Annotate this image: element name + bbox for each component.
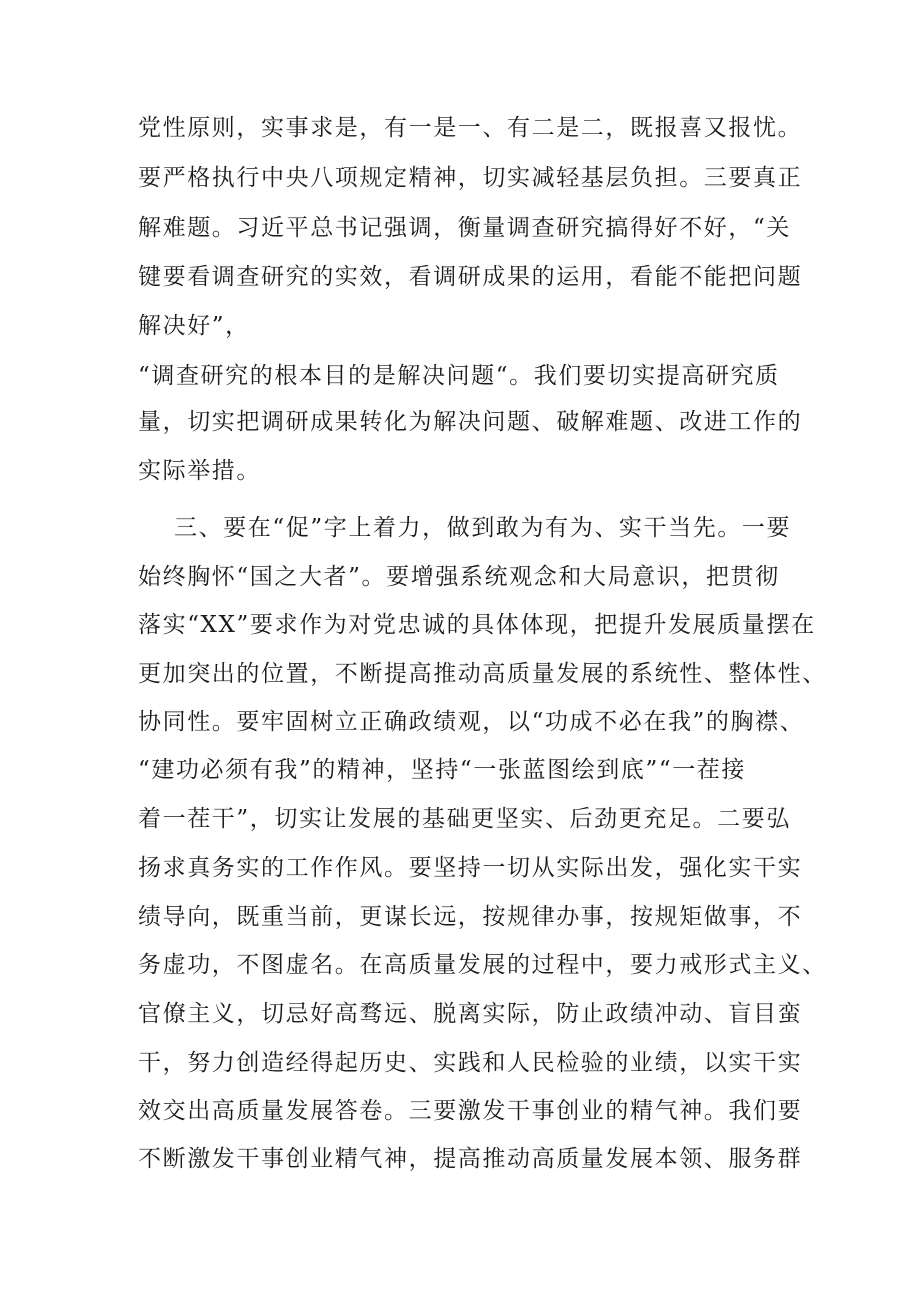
text-line: 官僚主义，切忌好高骛远、脱离实际，防止政绩冲动、盲目蛮: [138, 1001, 803, 1027]
text-line: 解难题。习近平总书记强调，衡量调查研究搞得好不好，“关: [138, 215, 791, 241]
text-line: 务虚功，不图虚名。在高质量发展的过程中，要力戒形式主义、: [138, 952, 827, 978]
text-line: 干，努力创造经得起历史、实践和人民检验的业绩，以实干实: [138, 1050, 803, 1076]
text-line: “调查研究的根本目的是解决问题“。我们要切实提高研究质: [138, 363, 780, 389]
text-line: 始终胸怀“国之大者”。要增强系统观念和大局意识，把贯彻: [138, 564, 780, 590]
text-line: 绩导向，既重当前，更谋长远，按规律办事，按规矩做事，不: [138, 904, 803, 930]
text-line: 不断激发干事创业精气神，提高推动高质量发展本领、服务群: [138, 1146, 803, 1172]
text-line: 效交出高质量发展答卷。三要激发干事创业的精气神。我们要: [138, 1098, 803, 1124]
text-line: 键要看调查研究的实效，看调研成果的运用，看能不能把问题: [138, 264, 803, 290]
text-line: 着一茬干”，切实让发展的基础更坚实、后劲更充足。二要弘: [138, 806, 791, 832]
text-line: 解决好”，: [138, 313, 250, 339]
text-line: 量，切实把调研成果转化为解决问题、破解难题、改进工作的: [138, 409, 803, 435]
text-line: 党性原则，实事求是，有一是一、有二是二，既报喜又报忧。: [138, 115, 803, 141]
text-line: “建功必须有我”的精神，坚持“一张蓝图绘到底”“一茬接: [138, 757, 746, 783]
text-line: 三、要在“促”字上着力，做到敢为有为、实干当先。一要: [174, 515, 792, 541]
text-line: 协同性。要牢固树立正确政绩观，以“功成不必在我”的胸襟、: [138, 709, 805, 735]
text-line: 落实“XX”要求作为对党忠诚的具体体现，把提升发展质量摆在: [138, 612, 816, 638]
text-line: 要严格执行中央八项规定精神，切实减轻基层负担。三要真正: [138, 165, 803, 191]
text-line: 实际举措。: [138, 458, 261, 484]
text-line: 扬求真务实的工作作风。要坚持一切从实际出发，强化实干实: [138, 855, 803, 881]
text-line: 更加突出的位置，不断提高推动高质量发展的系统性、整体性、: [138, 661, 827, 687]
